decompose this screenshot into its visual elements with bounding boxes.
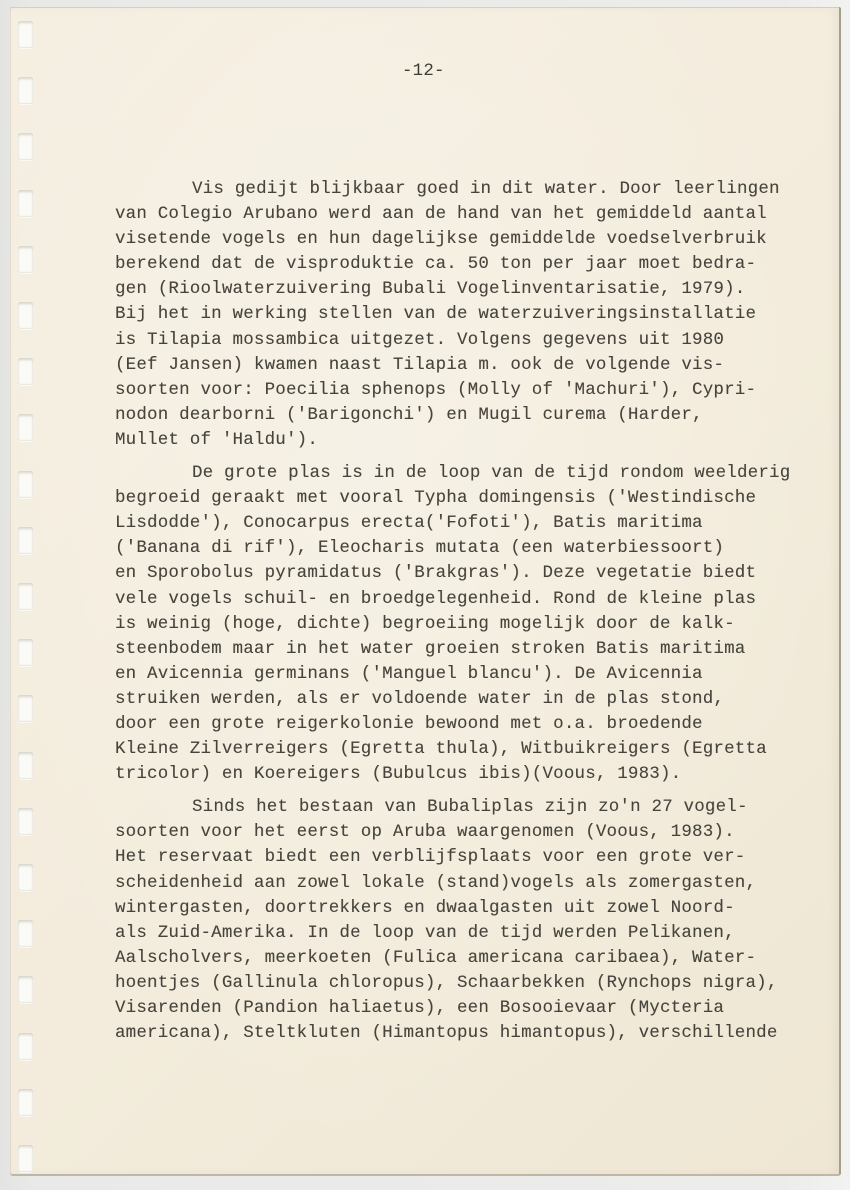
text-line: Visarenden (Pandion haliaetus), een Bosooievaar (Mycteria <box>115 999 725 1018</box>
binding-hole <box>18 583 33 610</box>
text-line: als Zuid-Amerika. In de loop van de tijd werden Pelikanen, <box>115 923 735 943</box>
text-line: Bij het in werking stellen van de waterzuiveringsinstallatie <box>115 305 757 325</box>
text-line: is weinig (hoge, dichte) begroeiing mogelijk door de kalk- <box>115 614 735 634</box>
document-page <box>10 7 841 1176</box>
text-line: Aalscholvers, meerkoeten (Fulica americana caribaea), Water- <box>115 948 757 968</box>
text-line: (Eef Jansen) kwamen naast Tilapia m. ook de volgende vis- <box>115 355 725 375</box>
text-line: door een grote reigerkolonie bewoond met o.a. broedende <box>115 714 703 734</box>
binding-hole <box>18 920 33 947</box>
text-line: americana), Steltkluten (Himantopus himantopus), verschillende <box>115 1024 778 1044</box>
binding-hole <box>18 471 33 498</box>
binding-hole <box>18 976 33 1003</box>
text-line: hoentjes (Gallinula chloropus), Schaarbekken (Rynchops nigra), <box>115 973 778 993</box>
paragraph-3 <box>115 795 815 1046</box>
binding-hole <box>18 864 33 891</box>
text-line: Het reservaat biedt een verblijfsplaats voor een grote ver- <box>115 848 746 868</box>
binding-hole <box>18 133 33 160</box>
text-line: tricolor) en Koereigers (Bubulcus ibis)(Voous, 1983). <box>115 765 682 785</box>
text-line: nodon dearborni ('Barigonchi') en Mugil curema (Harder, <box>115 405 703 425</box>
text-line: Sinds het bestaan van Bubaliplas zijn zo'n 27 vogel- <box>192 798 748 818</box>
binding-hole <box>18 358 33 385</box>
binding-hole <box>18 302 33 329</box>
binding-hole <box>18 1145 33 1172</box>
text-line: en Avicennia germinans ('Manguel blancu'). De Avicennia <box>115 664 703 684</box>
text-line: De grote plas is in de loop van de tijd rondom weelderig <box>192 464 791 484</box>
document-body <box>115 177 815 1046</box>
binding-hole <box>18 190 33 217</box>
text-line: struiken werden, als er voldoende water in de plas stond, <box>115 689 725 709</box>
binding-hole <box>18 639 33 666</box>
text-line: soorten voor het eerst op Aruba waargenomen (Voous, 1983). <box>115 823 735 843</box>
text-line: ('Banana di rif'), Eleocharis mutata (een waterbiessoort) <box>115 539 725 559</box>
text-line: begroeid geraakt met vooral Typha domingensis ('Westindische <box>115 489 757 509</box>
binding-hole <box>18 695 33 722</box>
text-line: steenbodem maar in het water groeien stroken Batis maritima <box>115 639 746 659</box>
binding-hole <box>18 414 33 441</box>
paragraph-2 <box>115 461 815 787</box>
text-line: Vis gedijt blijkbaar goed in dit water. Door leerlingen <box>192 180 780 199</box>
paragraph-1 <box>115 177 815 453</box>
binding-hole <box>18 246 33 273</box>
binding-hole <box>18 21 33 48</box>
page-number: -12- <box>402 62 445 81</box>
text-line: Lisdodde'), Conocarpus erecta('Fofoti'), Batis maritima <box>115 514 703 534</box>
text-line: Mullet of 'Haldu'). <box>115 430 319 450</box>
binding-hole <box>18 1089 33 1116</box>
binding-hole <box>18 752 33 779</box>
binding-hole <box>18 1033 33 1060</box>
text-line: wintergasten, doortrekkers en dwaalgasten uit zowel Noord- <box>115 898 735 918</box>
binding-hole <box>18 527 33 554</box>
text-line: berekend dat de visproduktie ca. 50 ton per jaar moet bedra- <box>115 255 757 275</box>
text-line: scheidenheid aan zowel lokale (stand)vogels als zomergasten, <box>115 873 757 893</box>
text-line: van Colegio Arubano werd aan de hand van het gemiddeld aantal <box>115 205 767 225</box>
text-line: vele vogels schuil- en broedgelegenheid. Rond de kleine plas <box>115 589 757 609</box>
text-line: is Tilapia mossambica uitgezet. Volgens gegevens uit 1980 <box>115 330 725 350</box>
text-line: Kleine Zilverreigers (Egretta thula), Witbuikreigers (Egretta <box>115 740 767 760</box>
text-line: soorten voor: Poecilia sphenops (Molly of 'Machuri'), Cypri- <box>115 380 757 400</box>
text-line: en Sporobolus pyramidatus ('Brakgras'). Deze vegetatie biedt <box>115 564 757 584</box>
binding-hole <box>18 77 33 104</box>
text-line: gen (Rioolwaterzuivering Bubali Vogelinventarisatie, 1979). <box>115 280 746 300</box>
text-line: visetende vogels en hun dagelijkse gemiddelde voedselverbruik <box>115 230 767 250</box>
binding-hole <box>18 808 33 835</box>
